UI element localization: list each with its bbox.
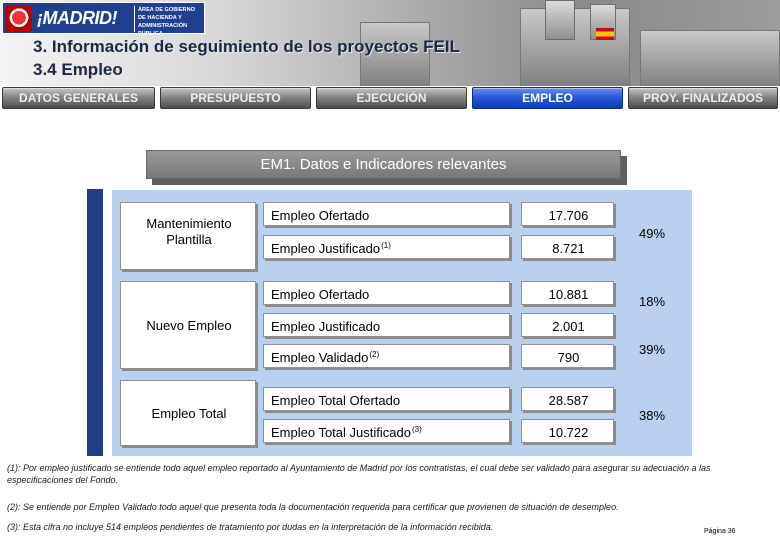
group-box-nuevo-empleo [120, 281, 256, 369]
row-label-text: Empleo Justificado [271, 241, 381, 256]
tower-image [545, 0, 575, 40]
row-value: 8.721 [552, 241, 585, 256]
madrid-seal-icon [6, 6, 32, 32]
row-label-text: Empleo Validado [271, 350, 369, 365]
tab-datos-generales[interactable]: DATOS GENERALES [2, 87, 155, 109]
row-value: 28.587 [548, 393, 589, 408]
tab-presupuesto[interactable]: PRESUPUESTO [160, 87, 311, 109]
row-label [271, 350, 379, 365]
row-label [271, 319, 381, 334]
group-label: Empleo Total [151, 406, 227, 421]
row-label-box [263, 313, 510, 337]
page-number: Página 36 [704, 528, 736, 535]
row-value: 10.881 [548, 287, 589, 302]
logo-area-text: ÁREA DE GOBIERNO DE HACIENDA Y ADMINISTRACIÓN PÚBLICA [138, 7, 195, 37]
value-box [521, 419, 614, 443]
value-box [521, 281, 614, 305]
page-title: 3. Información de seguimiento de los proyectos FEIL [33, 37, 460, 56]
page-subtitle: 3.4 Empleo [33, 60, 123, 79]
indicator-percentage: 18% [638, 294, 666, 309]
row-label-text: Empleo Ofertado [271, 287, 370, 302]
row-footnote-ref: (2) [369, 350, 380, 359]
row-value: 10.722 [548, 425, 589, 440]
value-box [521, 344, 614, 368]
group-box-empleo-total [120, 380, 256, 446]
header-banner [0, 0, 780, 88]
tab-proy-finalizados[interactable]: PROY. FINALIZADOS [628, 87, 778, 109]
row-label [271, 287, 370, 302]
row-value: 2.001 [552, 319, 585, 334]
section-title: EM1. Datos e Indicadores relevantes [146, 150, 621, 179]
section-tabs [0, 86, 780, 110]
group-label: Mantenimiento Plantilla [146, 216, 232, 247]
indicator-percentage: 39% [638, 342, 666, 357]
tab-empleo[interactable]: EMPLEO [472, 87, 623, 109]
row-footnote-ref: (3) [411, 425, 422, 434]
tab-ejecucion[interactable]: EJECUCIÓN [316, 87, 467, 109]
value-box [521, 313, 614, 337]
madrid-logo [2, 2, 205, 37]
group-box-mantenimiento [120, 202, 256, 270]
row-value: 790 [557, 350, 580, 365]
footnote-1: (1): Por empleo justificado se entiende todo aquel empleo reportado al Ayuntamiento de Madrid por los contratistas, el cual debe ser validado para asegurar su adecuación a las especificaciones del Fondo. [7, 463, 711, 485]
row-label-text: Empleo Total Justificado [271, 425, 411, 440]
footnote-2: (2): Se entiende por Empleo Validado todo aquel que presenta toda la documentación requerida para certificar que provienen de situación de desempleo. [7, 502, 619, 512]
row-label-box [263, 202, 510, 226]
row-label [271, 208, 370, 223]
row-label-box [263, 344, 510, 368]
logo-brand-text: ¡MADRID! [37, 8, 117, 28]
indicator-percentage: 38% [638, 408, 666, 423]
left-accent-bar [87, 189, 103, 456]
row-label-text: Empleo Ofertado [271, 208, 370, 223]
row-label-text: Empleo Justificado [271, 319, 381, 334]
row-label-text: Empleo Total Ofertado [271, 393, 401, 408]
value-box [521, 235, 614, 259]
row-label [271, 425, 422, 440]
value-box [521, 202, 614, 226]
value-box [521, 387, 614, 411]
row-footnote-ref: (1) [381, 241, 391, 250]
building-image [640, 30, 780, 88]
row-label [271, 241, 391, 256]
spain-flag-icon [596, 28, 614, 40]
row-label-box [263, 387, 510, 411]
footnote-3: (3): Esta cifra no incluye 514 empleos pendientes de tratamiento por dudas en la interpretación de la información recibida. [7, 522, 494, 532]
indicator-percentage: 49% [638, 226, 666, 241]
row-label-box [263, 281, 510, 305]
row-value: 17.706 [548, 208, 589, 223]
logo-divider [134, 6, 135, 32]
row-label-box [263, 419, 510, 443]
group-label: Nuevo Empleo [146, 318, 232, 333]
row-label [271, 393, 401, 408]
row-label-box [263, 235, 510, 259]
